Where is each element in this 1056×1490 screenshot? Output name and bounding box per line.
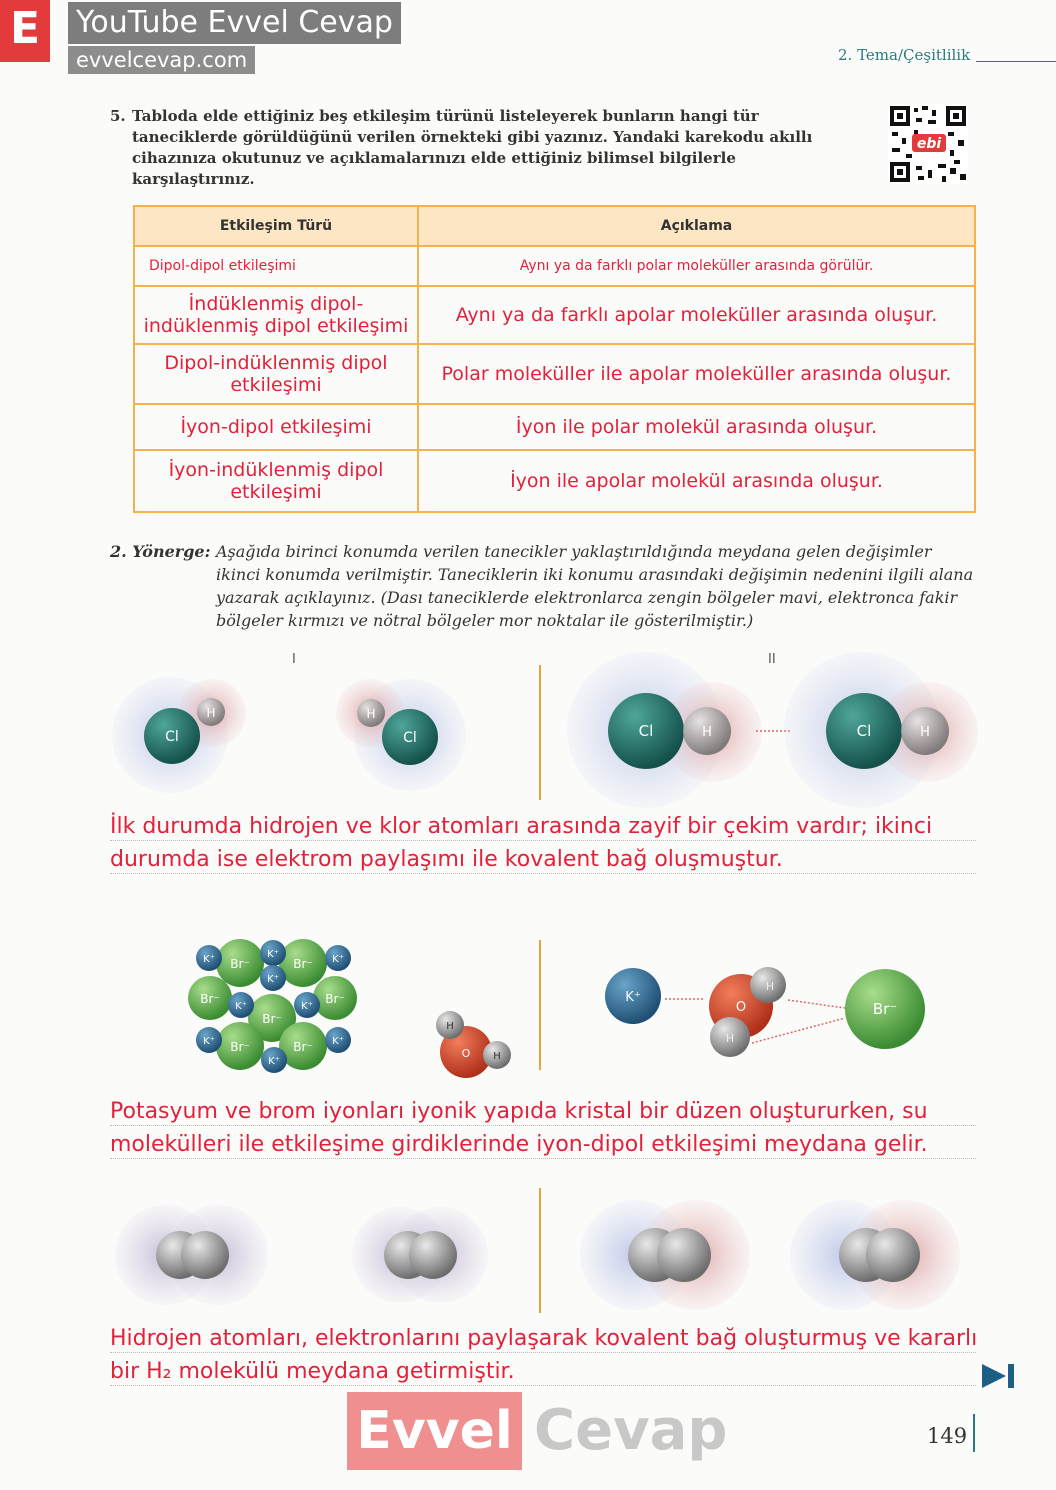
answer-line (110, 840, 976, 841)
svg-text:Br⁻: Br⁻ (293, 957, 313, 971)
table-cell-type[interactable]: İndüklenmiş dipol-indüklenmiş dipol etkileşimi (134, 286, 418, 344)
svg-text:O: O (461, 1047, 471, 1060)
h2-separate-2 (352, 1207, 488, 1303)
potassium-ion (605, 968, 661, 1024)
svg-text:H: H (493, 1051, 501, 1062)
brand-youtube-label[interactable]: YouTube Evvel Cevap (68, 2, 401, 44)
question-text: Tabloda elde ettiğiniz beş etkileşim türünü listeleyerek bunların hangi tür taneciklerde görüldüğünü verilen örnekteki gibi yazınız. Yandaki karekodu akıllı cihazınıza okutunuz ve açıklamalarınızı elde ettiğiniz bilimsel bilgilerle karşılaştırınız. (132, 107, 813, 188)
svg-text:Br⁻: Br⁻ (325, 992, 345, 1006)
h2-bonded-1 (580, 1200, 750, 1310)
svg-text:H: H (446, 1021, 454, 1032)
hcl-molecule-2 (336, 679, 466, 791)
table-cell-desc[interactable]: Polar moleküller ile apolar moleküller arasında oluşur. (418, 344, 975, 404)
answer-line (110, 1385, 976, 1386)
brand-site-label[interactable]: evvelcevap.com (68, 46, 255, 74)
table-cell-desc: Aynı ya da farklı polar moleküller arasında görülür. (418, 246, 975, 286)
answer-1[interactable]: İlk durumda hidrojen ve klor atomları arasında zayif bir çekim vardır; ikinci durumda ise elektrom paylaşımı ile kovalent bağ oluşmuştur. (110, 814, 933, 872)
water-molecule-1 (436, 1011, 511, 1078)
svg-text:Cl: Cl (165, 729, 179, 745)
svg-text:K⁺: K⁺ (267, 949, 279, 960)
svg-text:H: H (920, 725, 930, 740)
brand-logo-letter: E (0, 0, 50, 62)
table-cell-type[interactable]: İyon-dipol etkileşimi (134, 404, 418, 450)
question-number: 5. (110, 107, 126, 125)
footer-logo-cevap: Cevap (534, 1398, 728, 1463)
position-label-i: I (292, 652, 296, 667)
answer-line (110, 1158, 976, 1159)
svg-text:Br⁻: Br⁻ (262, 1012, 282, 1026)
h2-bonded-2 (790, 1200, 960, 1310)
answer-line (110, 1352, 976, 1353)
svg-text:H: H (725, 1032, 735, 1045)
svg-text:H: H (702, 725, 712, 740)
qr-label: ebi (916, 136, 942, 152)
table-cell-type: Dipol-dipol etkileşimi (134, 246, 418, 286)
instruction-text: Aşağıda birinci konumda verilen tanecikler yaklaştırıldığında meydana gelen değişimler ikinci konumda verilmiştir. Taneciklerin iki konumu arasındaki değişimin nedenini ilgili alana yazarak açıklayınız. (Dası taneciklerde elektronlarca zengin bölgeler mavi, elektronca fakir bölgeler kırmızı ve nötral bölgeler mor noktalar ile gösterilmiştir.) (216, 542, 974, 630)
svg-text:K⁺: K⁺ (332, 1036, 344, 1047)
svg-text:Cl: Cl (638, 722, 654, 740)
water-molecule-2 (709, 967, 786, 1057)
answer-3[interactable]: Hidrojen atomları, elektronlarını paylaşarak kovalent bağ oluşturmuş ve kararlı bir H₂ molekülü meydana getirmiştir. (110, 1326, 978, 1384)
answer-line (110, 873, 976, 874)
svg-text:Br⁻: Br⁻ (200, 992, 220, 1006)
instruction-label: 2. Yönerge: (110, 542, 211, 561)
svg-text:Cl: Cl (856, 722, 872, 740)
table-header-type: Etkileşim Türü (134, 206, 418, 246)
hcl-molecule-1 (112, 677, 246, 793)
svg-text:Br⁻: Br⁻ (872, 1000, 898, 1018)
table-cell-type[interactable]: Dipol-indüklenmiş dipol etkileşimi (134, 344, 418, 404)
svg-text:K⁺: K⁺ (301, 1001, 313, 1012)
answer-line (110, 1125, 976, 1126)
hcl-molecule-4 (784, 652, 978, 808)
table-header-desc: Açıklama (418, 206, 975, 246)
svg-text:Br⁻: Br⁻ (230, 1040, 250, 1054)
hcl-molecule-3 (567, 652, 762, 808)
figure-separator (539, 940, 541, 1070)
svg-text:Cl: Cl (403, 730, 417, 746)
svg-text:O: O (735, 1000, 747, 1015)
svg-text:K⁺: K⁺ (332, 954, 344, 965)
h2-separate-1 (115, 1205, 268, 1305)
page-number-bar (973, 1414, 975, 1452)
table-cell-desc[interactable]: Aynı ya da farklı apolar moleküller arasında oluşur. (418, 286, 975, 344)
footer-logo-evvel: Evvel (347, 1392, 522, 1470)
table-cell-desc[interactable]: İyon ile polar molekül arasında oluşur. (418, 404, 975, 450)
section-title: 2. Tema/Çeşitlilik (838, 46, 971, 64)
svg-text:K⁺: K⁺ (625, 990, 641, 1005)
table-cell-desc[interactable]: İyon ile apolar molekül arasında oluşur. (418, 450, 975, 512)
answer-2[interactable]: Potasyum ve brom iyonları iyonik yapıda kristal bir düzen oluştururken, su molekülleri ile etkileşime girdiklerinde iyon-dipol etkileşimi meydana gelir. (110, 1099, 928, 1157)
svg-text:K⁺: K⁺ (235, 1001, 247, 1012)
svg-text:K⁺: K⁺ (203, 954, 215, 965)
bromide-ion (845, 969, 925, 1049)
figure-separator (539, 1188, 541, 1313)
svg-text:K⁺: K⁺ (203, 1036, 215, 1047)
next-page-icon[interactable] (980, 1362, 1016, 1390)
page-number: 149 (927, 1424, 968, 1448)
position-label-ii: II (768, 652, 776, 667)
svg-text:H: H (765, 980, 775, 993)
svg-text:Br⁻: Br⁻ (230, 957, 250, 971)
table-cell-type[interactable]: İyon-indüklenmiş dipol etkileşimi (134, 450, 418, 512)
svg-text:H: H (366, 707, 376, 721)
svg-text:K⁺: K⁺ (268, 1056, 280, 1067)
svg-text:H: H (206, 706, 216, 720)
svg-text:Br⁻: Br⁻ (293, 1040, 313, 1054)
svg-text:K⁺: K⁺ (267, 974, 279, 985)
